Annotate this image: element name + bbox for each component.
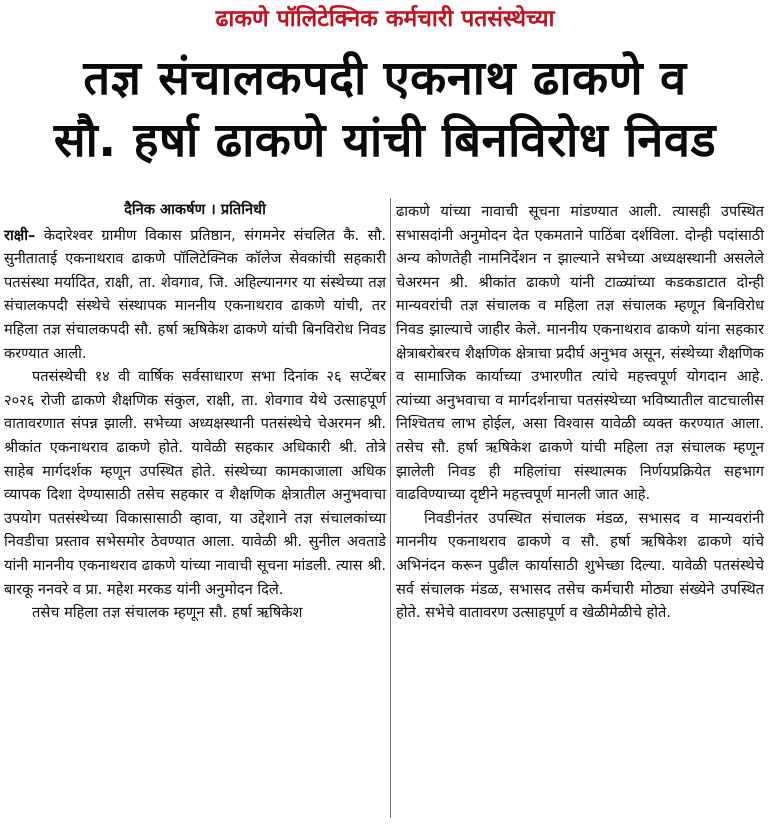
headline-line-2: सौ. हर्षा ढाकणे यांची बिनविरोध निवड	[53, 113, 717, 168]
paragraph-text: केदारेश्वर ग्रामीण विकास प्रतिष्ठान, संगमनेर संचलित कै. सौ. सुनीताताई एकनाथराव ढाकणे पॉलिटेक्निक कॉलेज सेवकांची सहकारी पतसंस्था मर्यादित, राक्षी, ता. शेवगाव, जि. अहिल्यानगर या संस्थेच्या तज्ञ संचालकपदी संस्थेचे संस्थापक माननीय एकनाथराव ढाकणे यांची, तर महिला तज्ञ संचालकपदी सौ. हर्षा ऋषिकेश ढाकणे यांची बिनविरोध निवड करण्यात आली.	[4, 226, 386, 362]
paragraph: ढाकणे यांच्या नावाची सूचना मांडण्यात आली. त्यासही उपस्थित सभासदांनी अनुमोदन देत एकमताने पाठिंबा दर्शविला. दोन्ही पदांसाठी अन्य कोणतेही नामनिर्देशन न झाल्याने सभेच्या अध्यक्षस्थानी असलेले चेअरमन श्री. श्रीकांत ढाकणे यांनी टाळ्यांच्या कडकडाटात दोन्ही मान्यवरांची तज्ञ संचालक व महिला तज्ञ संचालक म्हणून बिनविरोध निवड झाल्याचे जाहीर केले. माननीय एकनाथराव ढाकणे यांना सहकार क्षेत्राबरोबरच शैक्षणिक क्षेत्राचा प्रदीर्घ अनुभव असून, संस्थेच्या शैक्षणिक व सामाजिक कार्याच्या उभारणीत त्यांचे महत्त्वपूर्ण योगदान आहे. त्यांच्या अनुभवाचा व मार्गदर्शनाचा पतसंस्थेच्या भविष्यातील वाटचालीस निश्चितच लाभ होईल, असा विश्वास यावेळी व्यक्त करण्यात आला. तसेच सौ. हर्षा ऋषिकेश ढाकणे यांची महिला तज्ञ संचालक म्हणून झालेली निवड ही महिलांचा संस्थात्मक निर्णयप्रक्रियेत सहभाग वाढविण्याच्या दृष्टीने महत्त्वपूर्ण मानली जात आहे.	[396, 203, 764, 504]
paragraph: पतसंस्थेची १४ वी वार्षिक सर्वसाधारण सभा दिनांक २६ सप्टेंबर २०२६ रोजी ढाकणे शैक्षणिक संकुल, राक्षी, ता. शेवगाव येथे उत्साहपूर्ण वातावरणात संपन्न झाली. सभेच्या अध्यक्षस्थानी पतसंस्थेचे चेअरमन श्री. श्रीकांत एकनाथराव ढाकणे होते. यावेळी सहकार अधिकारी श्री. तोत्रे साहेब मार्गदर्शक म्हणून उपस्थित होते. संस्थेच्या कामकाजाला अधिक व्यापक दिशा देण्यासाठी तसेच सहकार व शैक्षणिक क्षेत्रातील अनुभवाचा उपयोग पतसंस्थेच्या विकासासाठी व्हावा, या उद्देशाने तज्ञ संचालकांच्या निवडीचा प्रस्ताव सभेसमोर ठेवण्यात आला. यावेळी श्री. सुनील अवताडे यांनी माननीय एकनाथराव ढाकणे यांच्या नावाची सूचना मांडली. त्यास श्री. बारकू ननवरे व प्रा. महेश मरकड यांनी अनुमोदन दिले.	[4, 368, 386, 598]
paragraph: निवडीनंतर उपस्थित संचालक मंडळ, सभासद व मान्यवरांनी माननीय एकनाथराव ढाकणे व सौ. हर्षा ऋषिकेश ढाकणे यांचे अभिनंदन करून पुढील कार्यासाठी शुभेच्छा दिल्या. यावेळी पतसंस्थेचे सर्व संचालक मंडळ, सभासद तसेच कर्मचारी मोठ्या संख्येने उपस्थित होते. सभेचे वातावरण उत्साहपूर्ण व खेळीमेळीचे होते.	[396, 509, 764, 622]
paragraph: तसेच महिला तज्ञ संचालक म्हणून सौ. हर्षा ऋषिकेश	[32, 604, 303, 622]
headline	[0, 48, 770, 172]
article-column-left	[4, 198, 386, 625]
column-divider	[390, 198, 391, 818]
byline-paper: दैनिक आकर्षण	[124, 201, 206, 218]
byline	[4, 198, 386, 222]
paragraph	[4, 224, 386, 366]
article-column-right	[396, 200, 764, 625]
dateline: राक्षी–	[4, 226, 36, 244]
kicker-heading: ढाकणे पॉलिटेक्निक कर्मचारी पतसंस्थेच्या	[215, 6, 555, 32]
byline-reporter: प्रतिनिधी	[220, 201, 266, 218]
headline-line-1: तज्ञ संचालकपदी एकनाथ ढाकणे व	[83, 51, 687, 106]
byline-separator: ।	[210, 201, 216, 218]
